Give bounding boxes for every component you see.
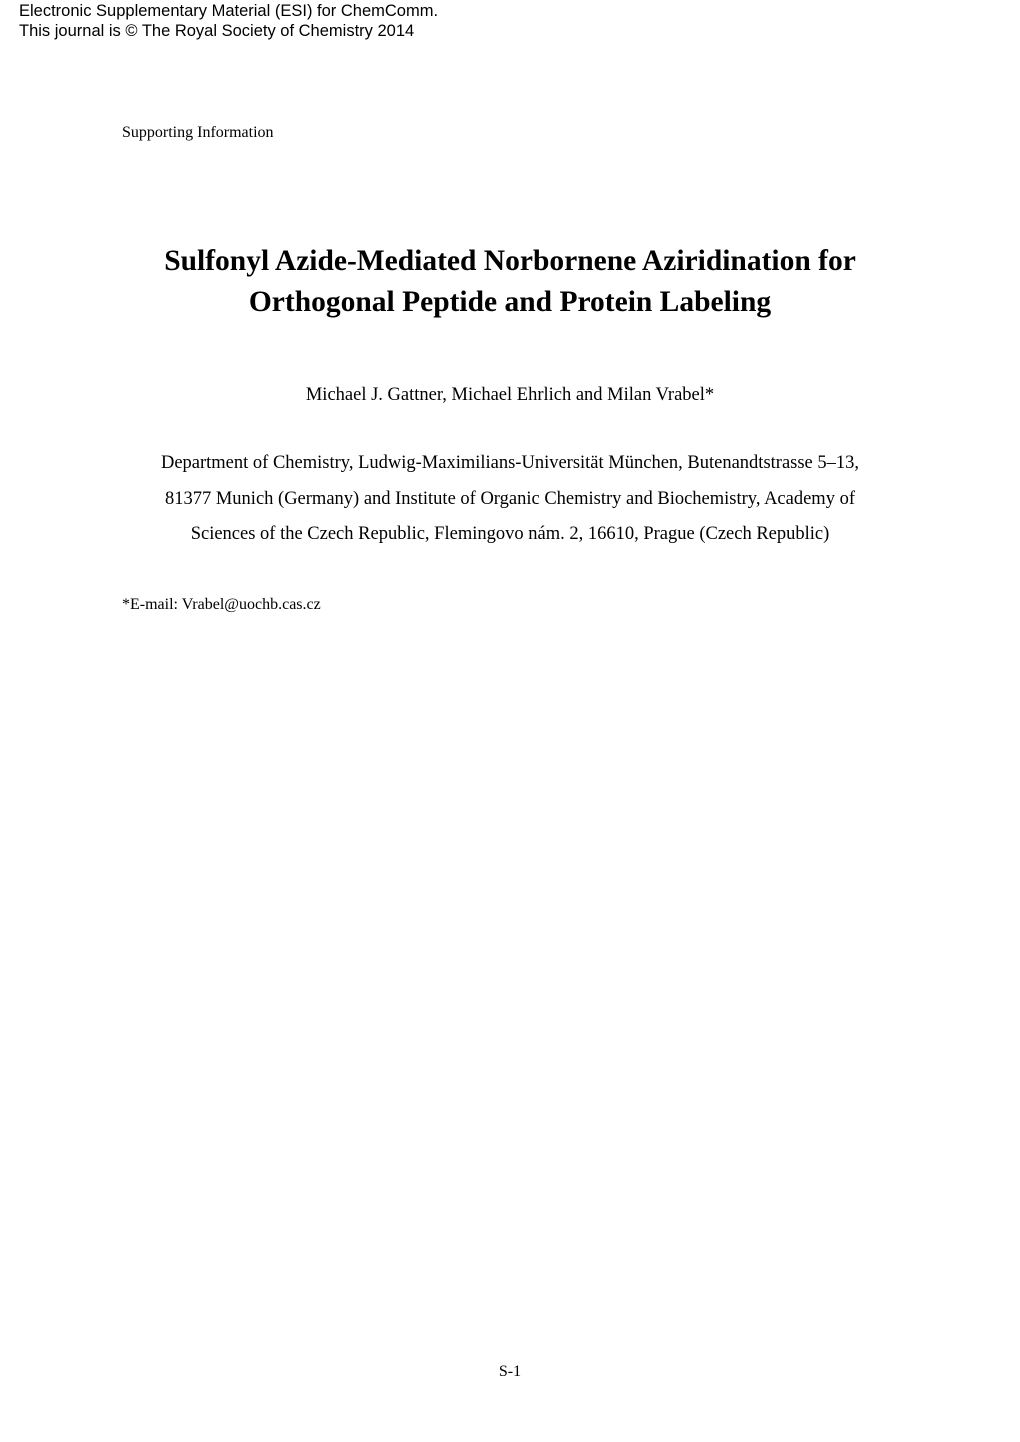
esi-header (19, 1, 438, 41)
affiliation-block (0, 446, 1020, 553)
page-number: S-1 (498, 1363, 522, 1380)
corresponding-email: *E-mail: Vrabel@uochb.cas.cz (122, 596, 321, 613)
affiliation-line-3: Sciences of the Czech Republic, Flemingovo nám. 2, 16610, Prague (Czech Republic) (190, 524, 830, 544)
esi-header-line-2: This journal is © The Royal Society of Chemistry 2014 (19, 22, 415, 40)
paper-title-line-1: Sulfonyl Azide‐Mediated Norbornene Aziridination for (164, 245, 856, 277)
paper-title-line-2: Orthogonal Peptide and Protein Labeling (248, 286, 772, 318)
affiliation-line-2: 81377 Munich (Germany) and Institute of Organic Chemistry and Biochemistry, Academy of (164, 488, 855, 509)
esi-header-line-1: Electronic Supplementary Material (ESI) for ChemComm. (19, 2, 439, 20)
paper-title (0, 241, 1020, 323)
author-list: Michael J. Gattner, Michael Ehrlich and Milan Vrabel* (305, 385, 715, 405)
supporting-information-label: Supporting Information (122, 124, 274, 141)
affiliation-line-1: Department of Chemistry, Ludwig-Maximilians-Universität München, Butenandtstrasse 5–13, (160, 453, 860, 473)
